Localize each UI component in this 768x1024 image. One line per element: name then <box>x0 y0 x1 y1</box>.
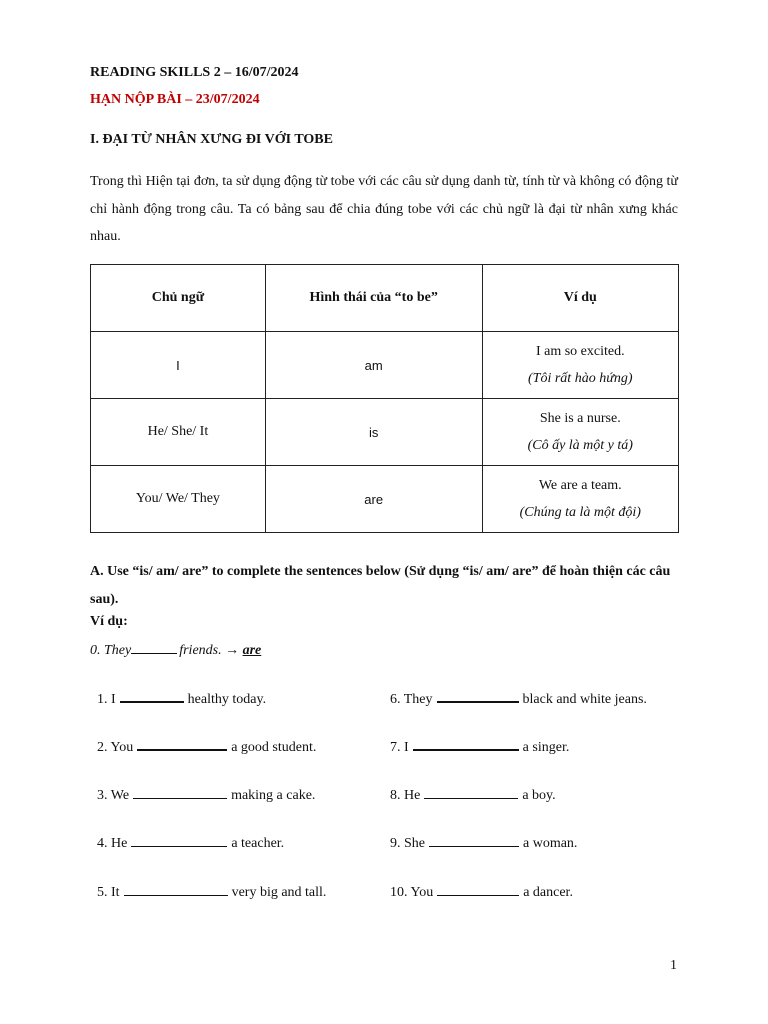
cell-subject: You/ We/ They <box>91 466 266 533</box>
answer-blank[interactable] <box>124 883 228 896</box>
table-row <box>91 332 679 399</box>
cell-example <box>482 332 678 399</box>
document-title: READING SKILLS 2 – 16/07/2024 <box>90 65 299 80</box>
list-item <box>97 786 315 804</box>
cell-form: are <box>265 466 482 533</box>
item-number: 9. She <box>390 836 425 851</box>
answer-blank[interactable] <box>437 689 519 703</box>
answer-blank[interactable] <box>437 883 519 896</box>
item-text: very big and tall. <box>231 885 327 900</box>
item-text: a good student. <box>231 740 317 755</box>
item-text: healthy today. <box>187 692 267 707</box>
example-sentence <box>90 641 261 659</box>
answer-blank[interactable] <box>429 834 519 847</box>
item-number: 10. You <box>390 885 434 900</box>
tobe-table <box>90 264 679 533</box>
item-text: a woman. <box>523 836 578 851</box>
header-form: Hình thái của “to be” <box>265 265 482 332</box>
exercise-instruction: A. Use “is/ am/ are” to complete the sentences below (Sử dụng “is/ am/ are” để hoàn thiện các câu sau). <box>90 564 671 607</box>
list-item <box>390 883 573 901</box>
cell-form: is <box>265 399 482 466</box>
list-item <box>390 834 577 852</box>
example-suffix: friends. → <box>179 643 240 658</box>
section-heading: I. ĐẠI TỪ NHÂN XƯNG ĐI VỚI TOBE <box>90 132 333 147</box>
cell-form: am <box>265 332 482 399</box>
table-header-row <box>91 265 679 332</box>
list-item <box>97 689 266 708</box>
example-prefix: 0. They <box>90 643 132 658</box>
item-number: 1. I <box>97 692 116 707</box>
item-number: 2. You <box>97 740 134 755</box>
table-row <box>91 466 679 533</box>
item-number: 3. We <box>97 788 130 803</box>
cell-subject: I <box>91 332 266 399</box>
item-text: black and white jeans. <box>522 692 647 707</box>
example-english: We are a team. <box>538 478 622 493</box>
example-label: Ví dụ: <box>90 614 128 629</box>
list-item <box>390 786 556 804</box>
answer-blank[interactable] <box>120 689 184 703</box>
cell-example <box>482 466 678 533</box>
example-blank <box>131 641 177 654</box>
list-item <box>97 737 316 756</box>
item-text: a teacher. <box>231 836 285 851</box>
example-vietnamese: (Tôi rất hào hứng) <box>528 371 633 386</box>
item-number: 6. They <box>390 692 433 707</box>
example-vietnamese: (Chúng ta là một đội) <box>519 505 641 520</box>
deadline-line: HẠN NỘP BÀI – 23/07/2024 <box>90 92 260 107</box>
item-text: a boy. <box>522 788 556 803</box>
list-item <box>390 689 647 708</box>
item-text: making a cake. <box>231 788 316 803</box>
list-item <box>97 883 326 901</box>
intro-paragraph: Trong thì Hiện tại đơn, ta sử dụng động từ tobe với các câu sử dụng danh từ, tính từ và không có động từ chỉ hành động trong câu. Ta có bảng sau để chia đúng tobe với các chủ ngữ là đại từ nhân xưng khác nhau. <box>90 174 678 244</box>
header-subject: Chủ ngữ <box>91 265 266 332</box>
item-number: 8. He <box>390 788 421 803</box>
page-number: 1 <box>670 958 677 973</box>
header-example: Ví dụ <box>482 265 678 332</box>
example-answer: are <box>242 643 262 658</box>
item-text: a dancer. <box>523 885 573 900</box>
item-number: 5. It <box>97 885 120 900</box>
cell-example <box>482 399 678 466</box>
example-english: I am so excited. <box>535 344 625 359</box>
list-item <box>390 737 569 756</box>
answer-blank[interactable] <box>424 786 518 799</box>
answer-blank[interactable] <box>133 786 227 799</box>
item-text: a singer. <box>522 740 570 755</box>
answer-blank[interactable] <box>137 737 227 751</box>
example-english: She is a nurse. <box>539 411 621 426</box>
table-row <box>91 399 679 466</box>
item-number: 4. He <box>97 836 128 851</box>
answer-blank[interactable] <box>131 834 227 847</box>
example-vietnamese: (Cô ấy là một y tá) <box>527 438 633 453</box>
item-number: 7. I <box>390 740 409 755</box>
list-item <box>97 834 284 852</box>
answer-blank[interactable] <box>413 737 519 751</box>
cell-subject: He/ She/ It <box>91 399 266 466</box>
